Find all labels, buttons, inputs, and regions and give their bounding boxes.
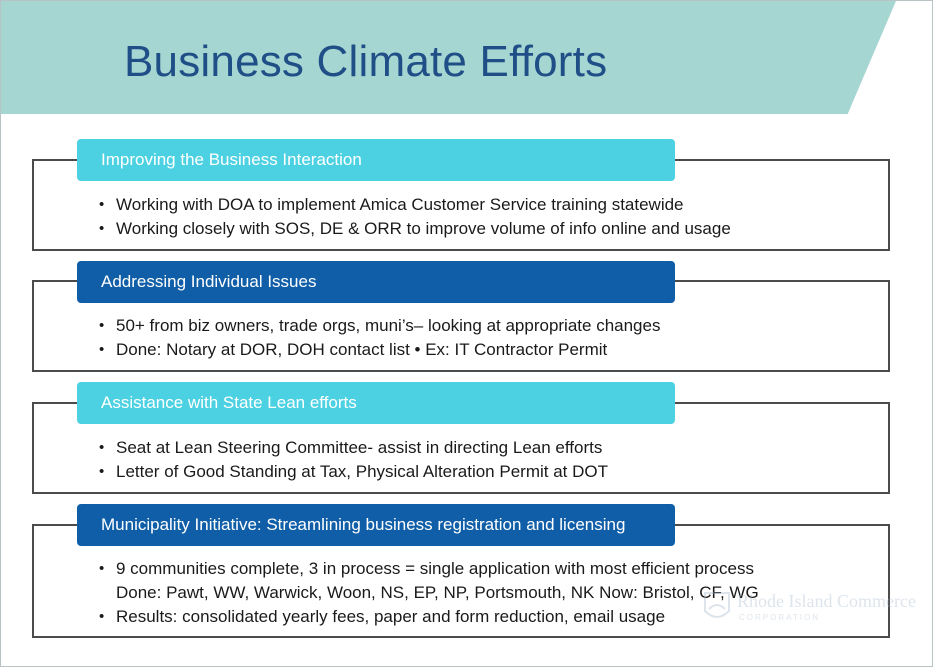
bullet-icon: • — [99, 439, 105, 456]
bullet-icon: • — [99, 196, 105, 213]
slide-title: Business Climate Efforts — [124, 37, 608, 86]
section-header-business-interaction: Improving the Business Interaction — [77, 139, 675, 181]
bullet-list-individual-issues — [99, 314, 660, 362]
bullet-icon: • — [99, 560, 105, 577]
list-item: • Working with DOA to implement Amica Customer Service training statewide — [99, 193, 731, 217]
bullet-list-business-interaction — [99, 193, 731, 241]
list-item: • Seat at Lean Steering Committee- assist in directing Lean efforts — [99, 436, 608, 460]
continuation-line: Done: Pawt, WW, Warwick, Woon, NS, EP, NP, Portsmouth, NK Now: Bristol, CF, WG — [116, 583, 759, 602]
section-header-state-lean: Assistance with State Lean efforts — [77, 382, 675, 424]
list-item: • Working closely with SOS, DE & ORR to improve volume of info online and usage — [99, 217, 731, 241]
bullet-list-municipality — [99, 557, 759, 629]
list-item: • 50+ from biz owners, trade orgs, muni’s– looking at appropriate changes — [99, 314, 660, 338]
section-header-individual-issues: Addressing Individual Issues — [77, 261, 675, 303]
list-item: • Results: consolidated yearly fees, paper and form reduction, email usage — [99, 605, 759, 629]
bullet-icon: • — [99, 463, 105, 480]
watermark-logo — [701, 589, 916, 629]
bullet-icon: • — [99, 317, 105, 334]
section-header-municipality: Municipality Initiative: Streamlining business registration and licensing — [77, 504, 675, 546]
bullet-icon: • — [99, 608, 105, 625]
bullet-list-state-lean — [99, 436, 608, 484]
list-item: • Letter of Good Standing at Tax, Physical Alteration Permit at DOT — [99, 460, 608, 484]
watermark-subtext: CORPORATION — [739, 613, 820, 622]
list-item: • 9 communities complete, 3 in process = single application with most efficient process Done: Pawt, WW, Warwick, Woon, NS, EP, NP, Portsmouth, NK Now: Bristol, CF, WG — [99, 557, 759, 605]
list-item: • Done: Notary at DOR, DOH contact list • Ex: IT Contractor Permit — [99, 338, 660, 362]
bullet-icon: • — [99, 341, 105, 358]
watermark-text: Rhode Island Commerce — [737, 591, 916, 611]
bullet-icon: • — [99, 220, 105, 237]
logo-mark-icon — [701, 589, 733, 625]
